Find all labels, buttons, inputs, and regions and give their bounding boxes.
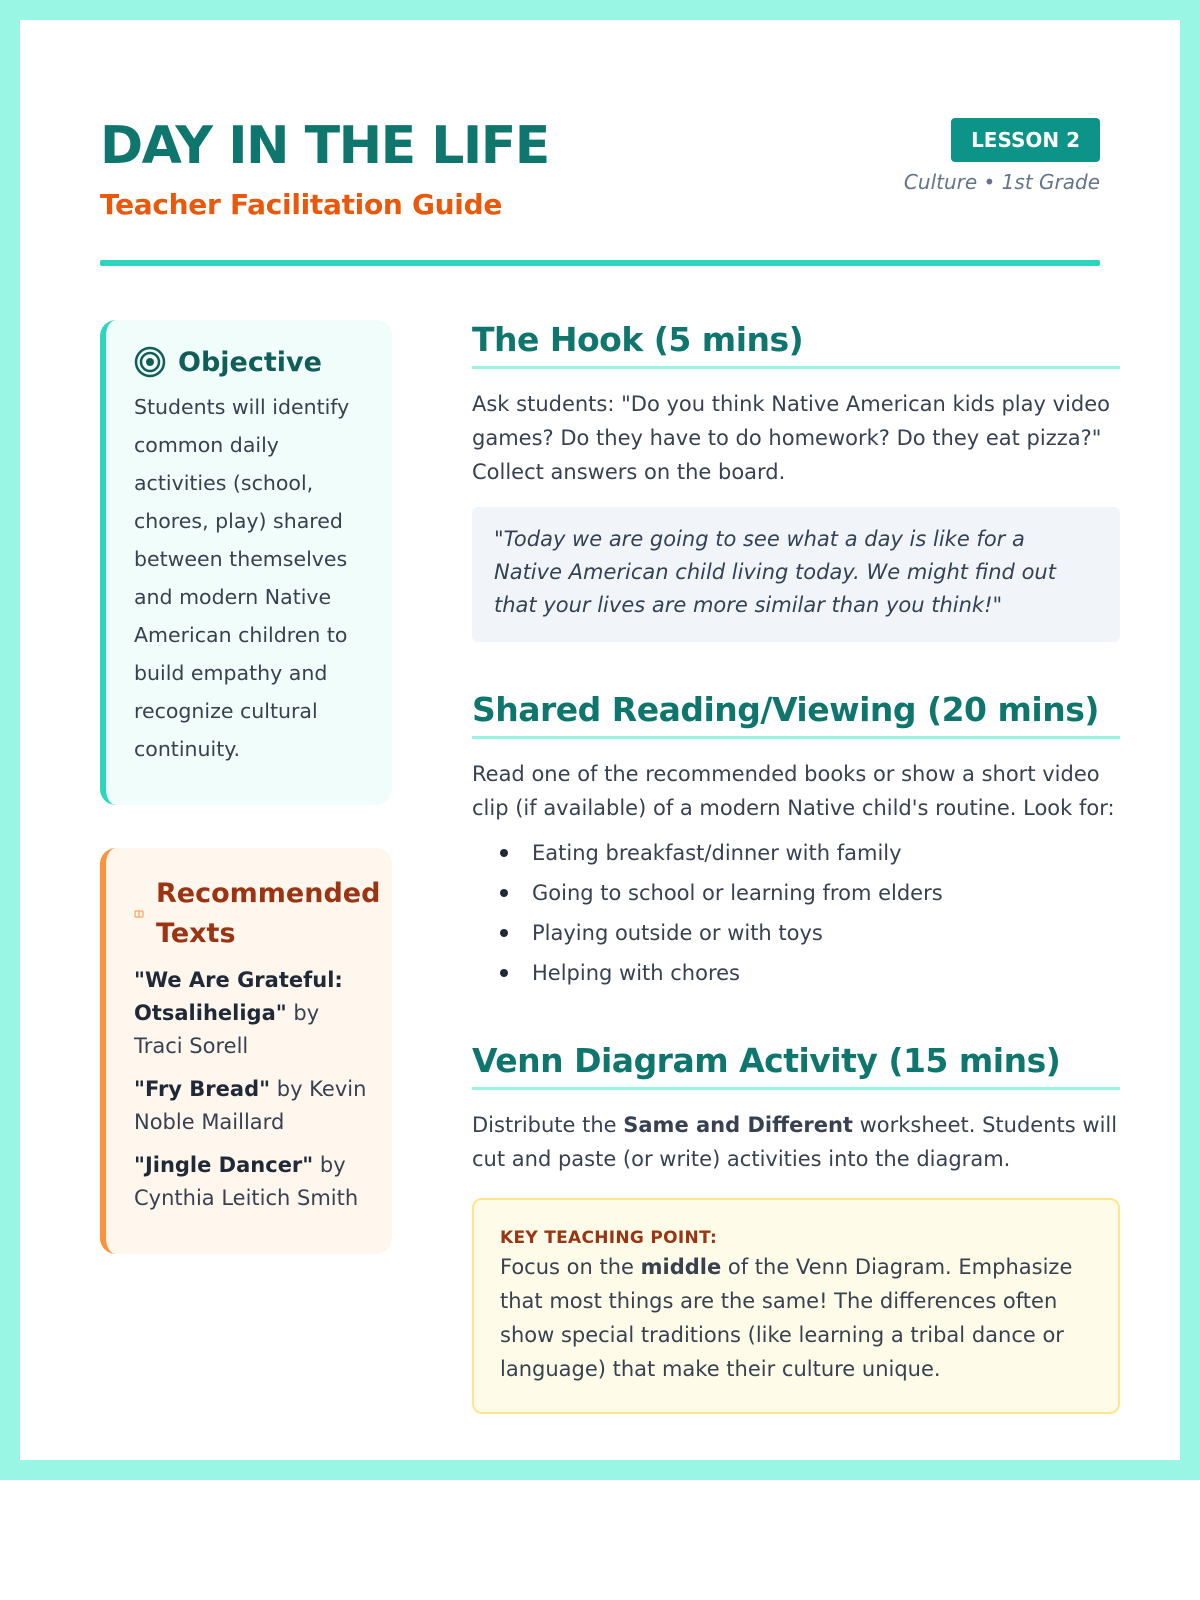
book-title: "Jingle Dancer": [134, 1153, 314, 1177]
objective-header: [134, 346, 368, 378]
key-point-part: Focus on the: [500, 1255, 641, 1279]
lesson-meta: Culture • 1st Grade: [903, 170, 1100, 194]
venn-heading: Venn Diagram Activity (15 mins): [472, 1039, 1120, 1090]
book-author: by Cynthia Leitich Smith: [134, 1153, 359, 1210]
target-icon: [134, 346, 166, 378]
header-divider: [100, 260, 1100, 266]
page-title: DAY IN THE LIFE: [100, 116, 549, 176]
key-point-label: KEY TEACHING POINT:: [500, 1228, 718, 1248]
book-title: "We Are Grateful: Otsaliheliga": [134, 968, 343, 1025]
objective-heading: Objective: [178, 346, 322, 378]
book-item: [134, 1149, 370, 1215]
reading-heading: Shared Reading/Viewing (20 mins): [472, 688, 1120, 739]
book-title: "Fry Bread": [134, 1077, 271, 1101]
lesson-badge: LESSON 2: [951, 118, 1100, 162]
reading-text: Read one of the recommended books or show a short video clip (if available) of a modern Native child's routine. Look for:: [472, 762, 1115, 820]
list-item: Helping with chores: [532, 953, 1120, 993]
objective-card: [100, 320, 392, 805]
hook-text: Ask students: "Do you think Native American kids play video games? Do they have to do homework? Do they eat pizza?" Collect answers on the board.: [472, 392, 1110, 484]
venn-text-part: worksheet. Students will cut and paste (or write) activities into the diagram.: [472, 1113, 1118, 1171]
key-teaching-point-box: [472, 1198, 1120, 1414]
book-item: [134, 1073, 370, 1139]
page-header: [100, 110, 1100, 260]
objective-text: Students will identify common daily activities (school, chores, play) shared between themselves and modern Native American children to build empathy and recognize cultural continuity.: [134, 395, 350, 761]
venn-section: [472, 1039, 1120, 1414]
venn-text-part: Distribute the: [472, 1113, 624, 1137]
worksheet-name: Same and Different: [623, 1113, 853, 1137]
hook-section: [472, 318, 1120, 642]
recommended-header: [134, 874, 381, 954]
recommended-heading: Recommended Texts: [156, 878, 381, 949]
lesson-page: [20, 20, 1180, 1460]
list-item: Going to school or learning from elders: [532, 873, 1120, 913]
teacher-script-quote: "Today we are going to see what a day is like for a Native American child living today. We might find out that your lives are more similar than you think!": [472, 507, 1120, 642]
recommended-texts-card: [100, 848, 392, 1254]
look-for-list: [472, 833, 1120, 993]
list-item: Playing outside or with toys: [532, 913, 1120, 953]
book-author: by Traci Sorell: [134, 1001, 320, 1058]
key-point-emphasis: middle: [640, 1255, 722, 1279]
book-icon: [134, 909, 144, 919]
list-item: Eating breakfast/dinner with family: [532, 833, 1120, 873]
hook-heading: The Hook (5 mins): [472, 318, 1120, 369]
venn-text: [472, 1108, 1120, 1176]
reading-section: [472, 688, 1120, 993]
book-author: by Kevin Noble Maillard: [134, 1077, 367, 1134]
book-item: [134, 964, 370, 1063]
main-content: [472, 318, 1120, 1414]
page-subtitle: Teacher Facilitation Guide: [100, 188, 503, 221]
key-point-part: of the Venn Diagram. Emphasize that most things are the same! The differences often show special traditions (like learning a tribal dance or language) that make their culture unique.: [500, 1255, 1073, 1381]
key-point-text: [500, 1250, 1092, 1386]
